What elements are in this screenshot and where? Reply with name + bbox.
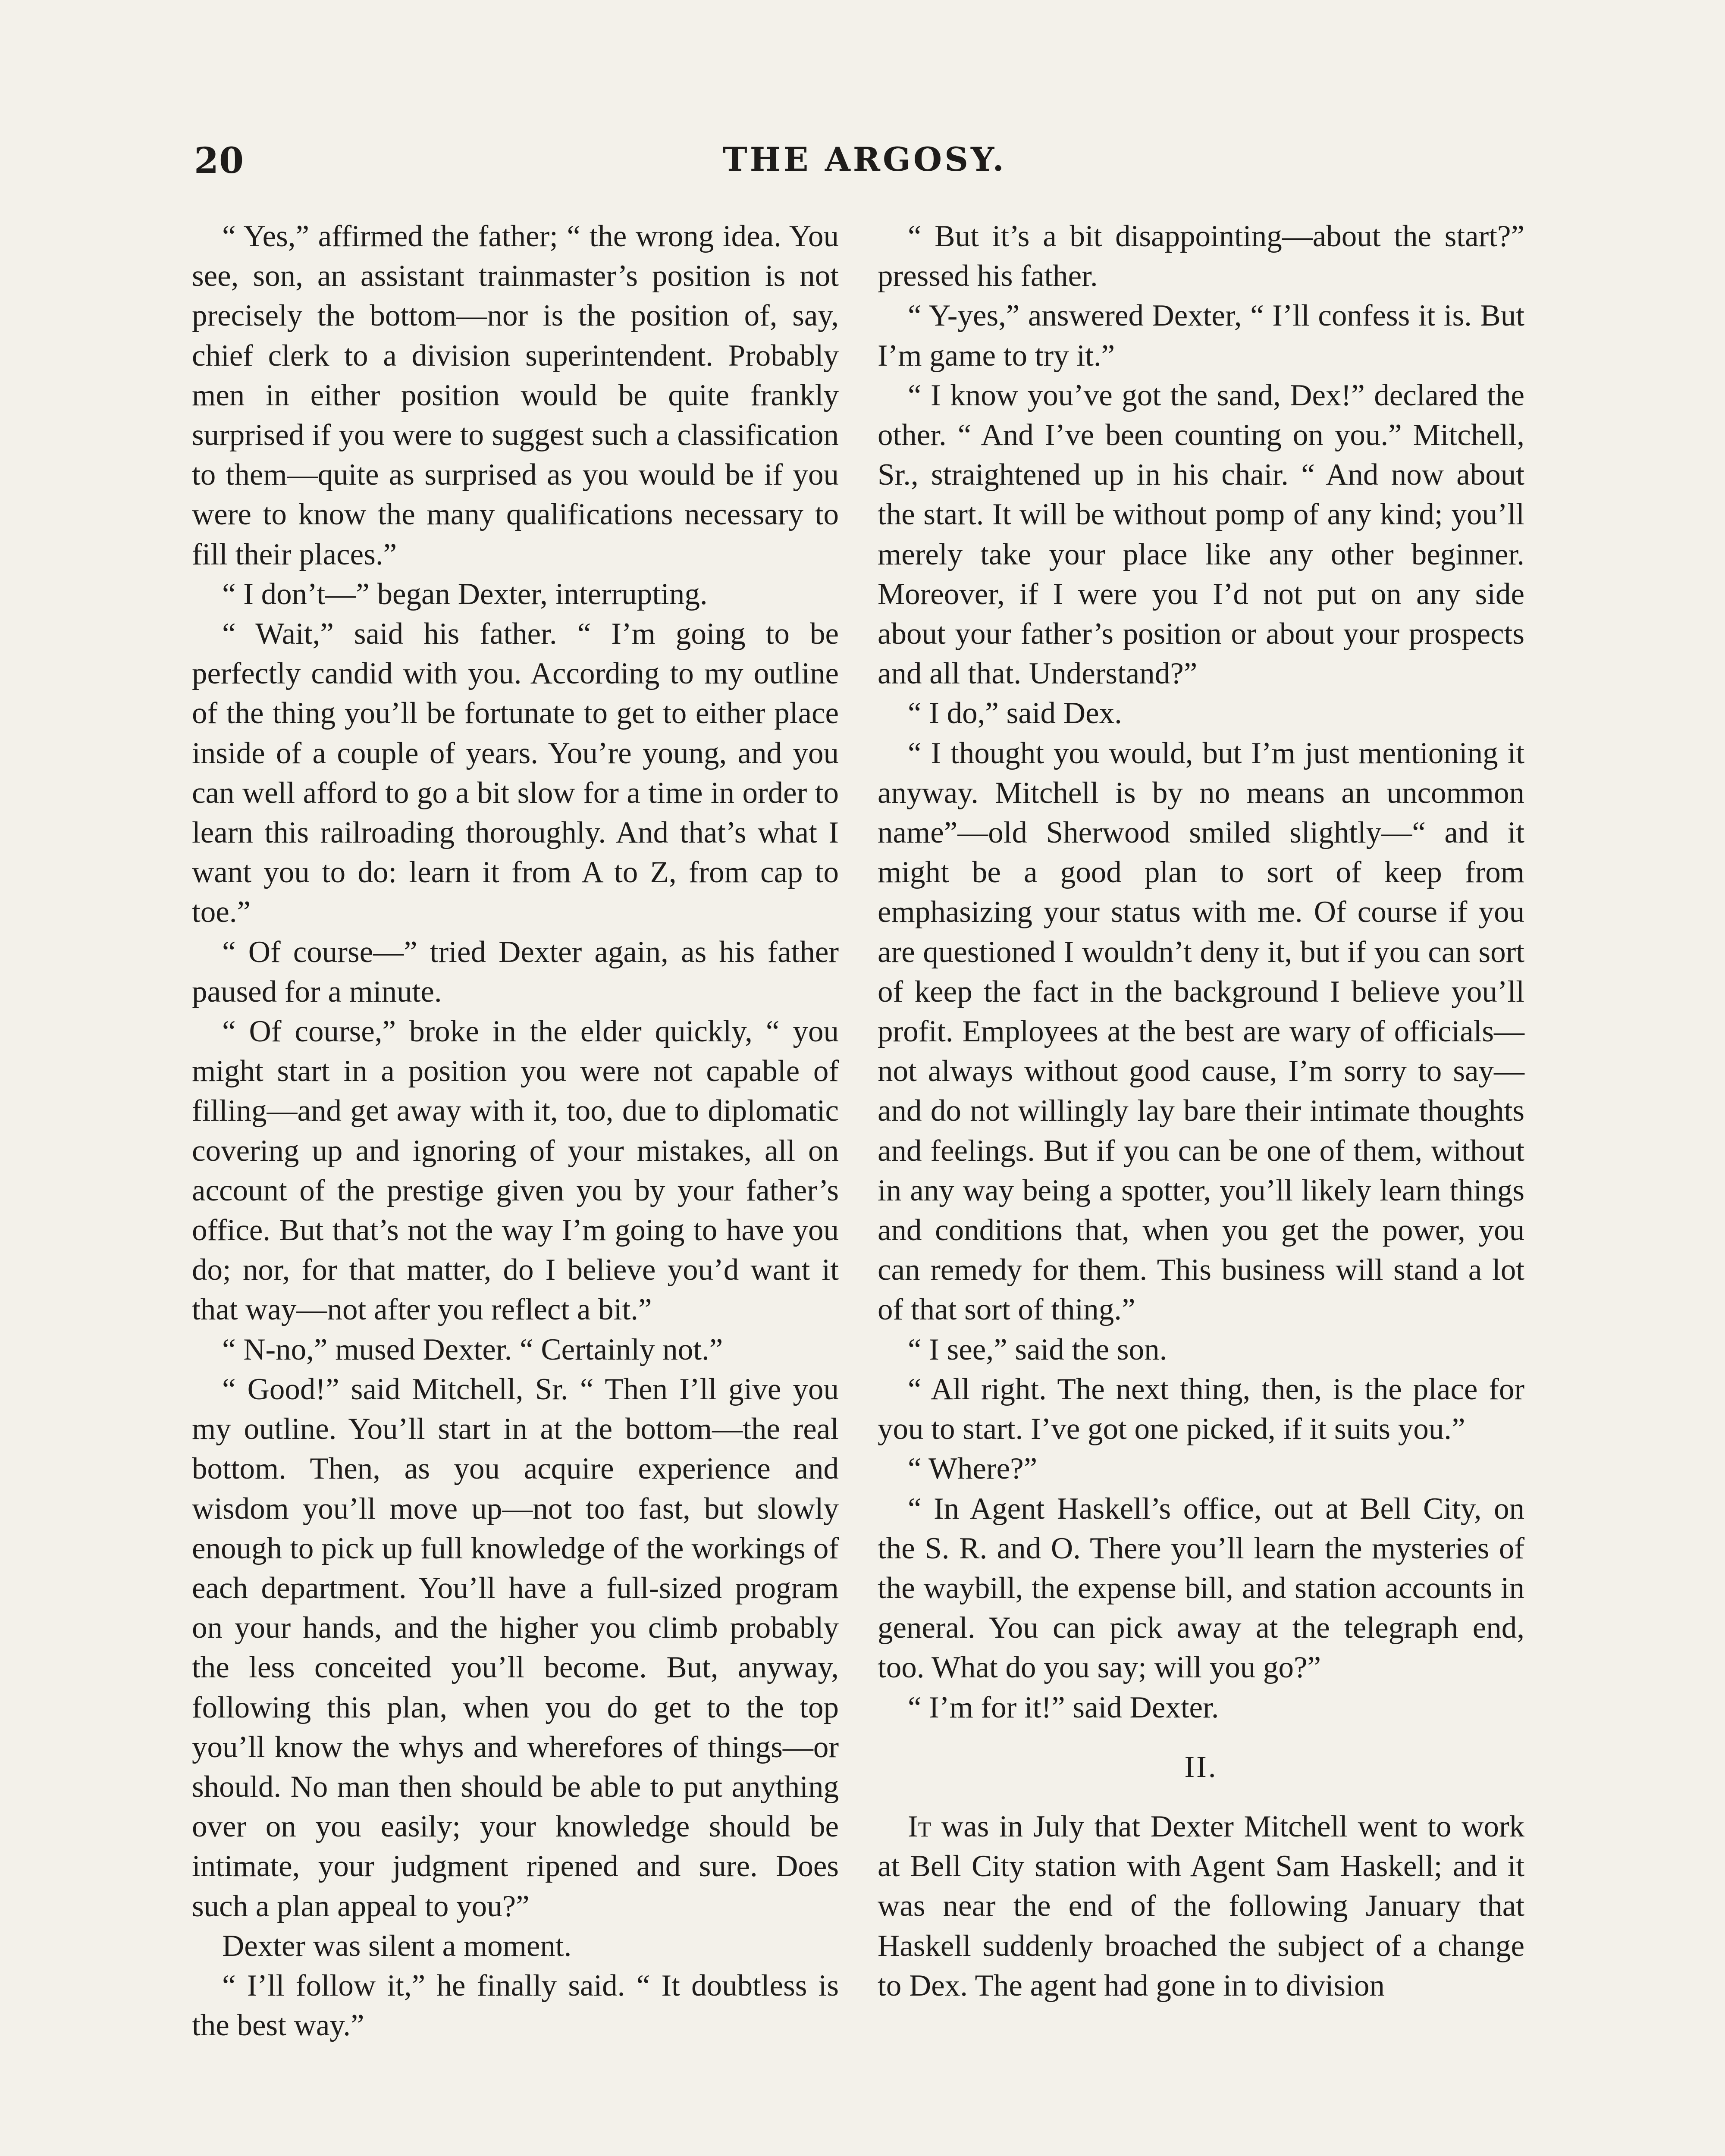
paragraph: “ All right. The next thing, then, is the place for you to start. I’ve got one picked, if it suits you.” [878, 1372, 1524, 1446]
paragraph: “ I thought you would, but I’m just mentioning it anyway. Mitchell is by no means an uncommon name”—old Sherwood smiled slightly—“ and it might be a good plan to sort of keep from emphasizing your status with me. Of course if you are questioned I wouldn’t deny it, but if you can sort of keep the fact in the background I believe you’ll profit. Employees at the best are wary of officials—not always without good cause, I’m sorry to say—and do not willingly lay bare their intimate thoughts and feelings. But if you can be one of them, without in any way being a spotter, you’ll likely learn things and conditions that, when you get the power, you can remedy for them. This business will stand a lot of that sort of thing.” [878, 736, 1524, 1327]
paragraph: “ Wait,” said his father. “ I’m going to be perfectly candid with you. According to my outline of the thing you’ll be fortunate to get to either place inside of a couple of years. You’re young, and you can well afford to go a bit slow for a time in order to learn this railroading thoroughly. And that’s what I want you to do: learn it from A to Z, from cap to toe.” [192, 617, 839, 929]
paragraph: “ I see,” said the son. [908, 1332, 1167, 1366]
paragraph: “ Good!” said Mitchell, Sr. “ Then I’ll give you my outline. You’ll start in at the bottom—the real bottom. Then, as you acquire experience and wisdom you’ll move up—not too fast, but slowly enough to pick up full knowledge of the workings of each department. You’ll have a full-sized program on your hands, and the higher you climb probably the less conceited you’ll become. But, anyway, following this plan, when you do get to the top you’ll know the whys and wherefores of things—or should. No man then should be able to put anything over on you easily; your knowledge should be intimate, your judgment ripened and sure. Does such a plan appeal to you?” [192, 1372, 839, 1923]
paragraph: “ Where?” [908, 1452, 1038, 1486]
paragraph: “ I do,” said Dex. [908, 696, 1122, 730]
paragraph-text: was in July that Dexter Mitchell went to work at Bell City station with Agent Sam Haskell; and it was near the end of the following January that Haskell suddenly broached the subject of a change to Dex. The agent had gone in to division [878, 1809, 1524, 2002]
paragraph: “ Y-yes,” answered Dexter, “ I’ll confess it is. But I’m game to try it.” [878, 299, 1524, 373]
paragraph: “ I’ll follow it,” he finally said. “ It doubtless is the best way.” [192, 1968, 839, 2043]
small-caps-lead: It [908, 1809, 932, 1843]
section-opening-paragraph [878, 1807, 1524, 2006]
section-heading: II. [1184, 1750, 1218, 1784]
right-column [878, 216, 1524, 2006]
paragraph: “ Of course—” tried Dexter again, as his father paused for a minute. [192, 935, 839, 1009]
paragraph: “ In Agent Haskell’s office, out at Bell City, on the S. R. and O. There you’ll learn the mysteries of the waybill, the expense bill, and station accounts in general. You can pick away at the telegraph end, too. What do you say; will you go?” [878, 1492, 1524, 1685]
paragraph: Dexter was silent a moment. [222, 1929, 572, 1963]
paragraph: “ N-no,” mused Dexter. “ Certainly not.” [222, 1332, 723, 1366]
left-column [192, 216, 839, 2045]
page-header [194, 140, 1535, 192]
paragraph: “ I know you’ve got the sand, Dex!” declared the other. “ And I’ve been counting on you.” Mitchell, Sr., straightened up in his chair. “ And now about the start. It will be without pomp of any kind; you’ll merely take your place like any other beginner. Moreover, if I were you I’d not put on any side about your father’s position or about your prospects and all that. Understand?” [878, 378, 1524, 691]
running-title: THE ARGOSY. [723, 140, 1007, 179]
paragraph: “ I’m for it!” said Dexter. [908, 1690, 1219, 1724]
paragraph: “ I don’t—” began Dexter, interrupting. [222, 577, 708, 611]
page-number: 20 [194, 140, 245, 182]
paragraph: “ Of course,” broke in the elder quickly, “ you might start in a position you were not capable of filling—and get away with it, too, due to diplomatic covering up and ignoring of your mistakes, all on account of the prestige given you by your father’s office. But that’s not the way I’m going to have you do; nor, for that matter, do I believe you’d want it that way—not after you reflect a bit.” [192, 1015, 839, 1327]
paragraph: “ Yes,” affirmed the father; “ the wrong idea. You see, son, an assistant trainmaster’s position is not precisely the bottom—nor is the position of, say, chief clerk to a division superintendent. Probably men in either position would be quite frankly surprised if you were to suggest such a classification to them—quite as surprised as you would be if you were to know the many qualifications necessary to fill their places.” [192, 219, 839, 571]
paragraph: “ But it’s a bit disappointing—about the start?” pressed his father. [878, 219, 1524, 293]
